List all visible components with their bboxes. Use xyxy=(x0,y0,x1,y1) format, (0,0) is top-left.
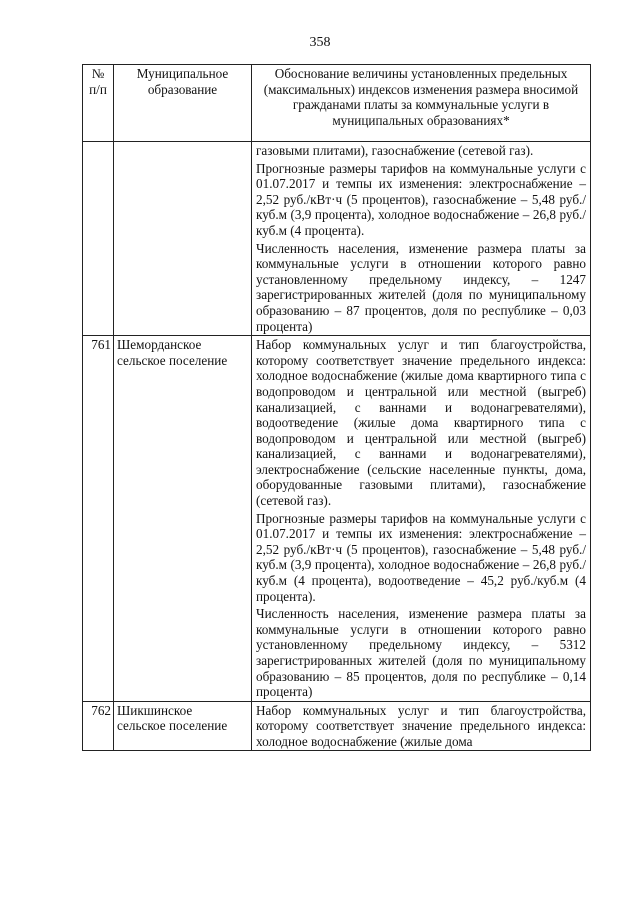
tariff-index-table xyxy=(82,64,591,751)
row-municipality xyxy=(114,336,252,702)
municipality-line: Шеморданское xyxy=(117,337,202,353)
row-number: 761 xyxy=(83,336,114,702)
table-row xyxy=(83,336,591,702)
table-header-row xyxy=(83,65,591,142)
justification-paragraph: газовыми плитами), газоснабжение (сетевой газ). xyxy=(256,143,534,158)
table-row xyxy=(83,142,591,336)
justification-paragraph: Набор коммунальных услуг и тип благоустройства, которому соответствует значение предельного индекса: холодное водоснабжение (жилые дома xyxy=(256,702,586,749)
table-row xyxy=(83,701,591,750)
row-justification xyxy=(252,336,591,702)
municipality-line: Шикшинское xyxy=(117,702,193,718)
row-justification xyxy=(252,701,591,750)
justification-paragraph: Численность населения, изменение размера платы за коммунальные услуги в отношении которого равно установленному предельному индексу, – 5312 зарегистрированных жителей (доля по муниципальному образованию – 85 процентов, доля по республике – 0,14 процента) xyxy=(256,606,586,700)
header-justification: Обоснование величины установленных предельных (максимальных) индексов изменения размера вносимой гражданами платы за коммунальные услуги в муниципальных образованиях* xyxy=(252,65,591,142)
row-municipality xyxy=(114,701,252,750)
header-municipality: Муниципальное образование xyxy=(114,65,252,142)
page-number: 358 xyxy=(309,35,331,50)
justification-paragraph: Численность населения, изменение размера платы за коммунальные услуги в отношении которого равно установленному предельному индексу, – 1247 зарегистрированных жителей (доля по муниципальному образованию – 87 процентов, доля по республике – 0,03 процента) xyxy=(256,240,586,334)
municipality-line: сельское поселение xyxy=(117,352,228,368)
justification-paragraph: Прогнозные размеры тарифов на коммунальные услуги с 01.07.2017 и темпы их изменения: электроснабжение – 2,52 руб./кВт·ч (5 процентов), газоснабжение – 5,48 руб./куб.м (3,9 процента), холодное водоснабжение – 26,8 руб./куб.м (4 процента), водоотведение – 45,2 руб./куб.м (4 процента). xyxy=(256,510,586,604)
justification-paragraph: Набор коммунальных услуг и тип благоустройства, которому соответствует значение предельного индекса: холодное водоснабжение (жилые дома квартирного типа с водопроводом и центральной или местной (выгреб) канализацией, с ваннами и водонагревателями), водоотведение (жилые дома квартирного типа с водопроводом и центральной или местной (выгреб) канализацией, с ваннами и водонагревателями), электроснабжение (сельские населенные пункты, дома, оборудованные газовыми плитами), газоснабжение (сетевой газ). xyxy=(256,337,586,509)
row-municipality xyxy=(114,142,252,336)
justification-paragraph: Прогнозные размеры тарифов на коммунальные услуги с 01.07.2017 и темпы их изменения: электроснабжение – 2,52 руб./кВт·ч (5 процентов), газоснабжение – 5,48 руб./куб.м (3,9 процента), холодное водоснабжение – 26,8 руб./куб.м (4 процента). xyxy=(256,160,586,238)
header-number: № п/п xyxy=(83,65,114,142)
row-number xyxy=(83,142,114,336)
municipality-line: сельское поселение xyxy=(117,718,228,734)
row-number: 762 xyxy=(83,701,114,750)
row-justification xyxy=(252,142,591,336)
